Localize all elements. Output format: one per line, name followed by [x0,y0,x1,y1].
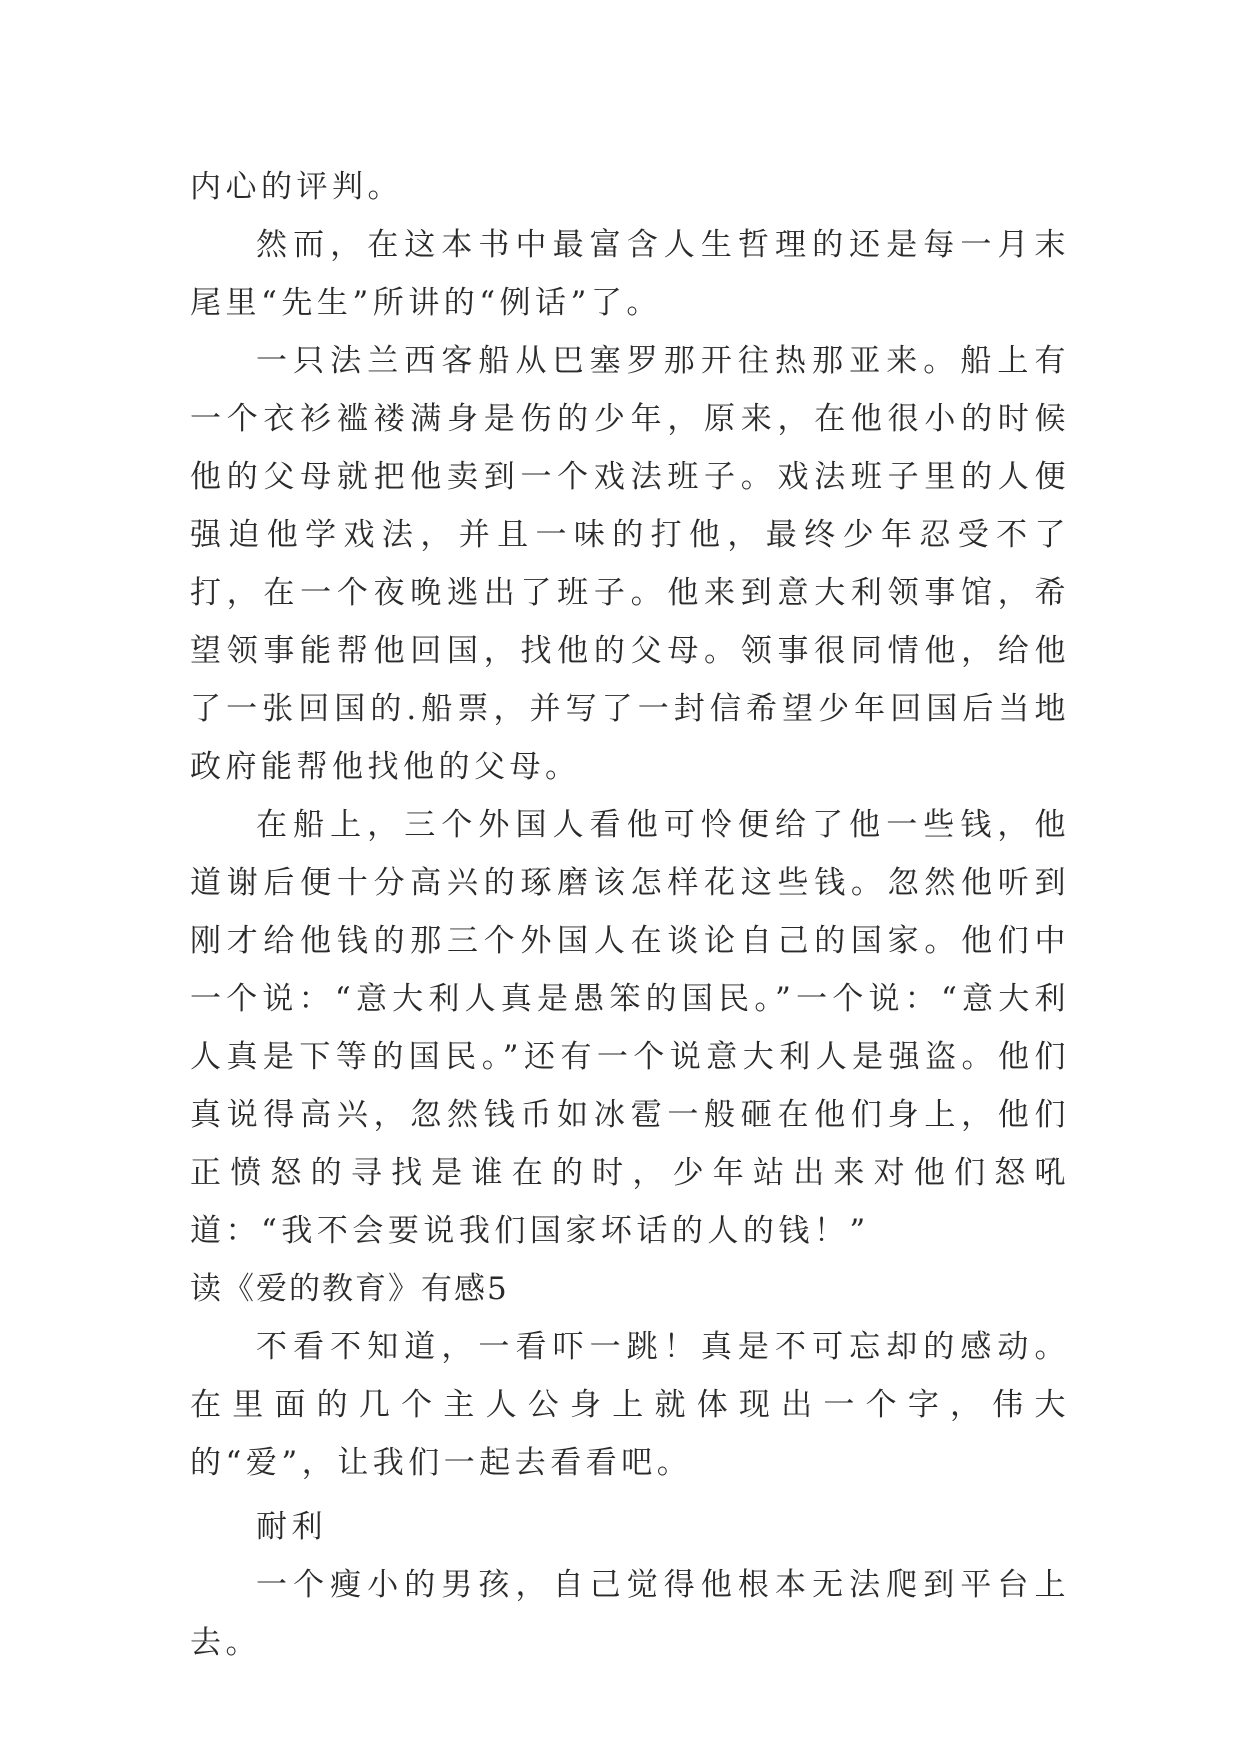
subheading-character-name: 耐利 [256,1509,327,1545]
paragraph-continuation: 内心的评判。 [190,169,403,205]
section-heading: 读《爱的教育》有感5 [190,1271,509,1307]
paragraph-section-intro: 不看不知道，一看吓一跳！真是不可忘却的感动。在里面的几个主人公身上就体现出一个字，伟大的“爱”，让我们一起去看看吧。 [190,1329,1070,1481]
paragraph-ship-story: 在船上，三个外国人看他可怜便给了他一些钱，他道谢后便十分高兴的琢磨该怎样花这些钱。忽然他听到刚才给他钱的那三个外国人在谈论自己的国家。他们中一个说：“意大利人真是愚笨的国民。”一个说：“意大利人真是下等的国民。”还有一个说意大利人是强盗。他们真说得高兴，忽然钱币如冰雹一般砸在他们身上，他们正愤怒的寻找是谁在的时，少年站出来对他们怒吼道：“我不会要说我们国家坏话的人的钱！” [190,807,1070,1249]
paragraph-intro-example-stories: 然而，在这本书中最富含人生哲理的还是每一月末尾里“先生”所讲的“例话”了。 [190,227,1070,321]
document-body [190,158,1070,1672]
paragraph-boy-story: 一只法兰西客船从巴塞罗那开往热那亚来。船上有一个衣衫褴褛满身是伤的少年，原来，在他很小的时候他的父母就把他卖到一个戏法班子。戏法班子里的人便强迫他学戏法，并且一味的打他，最终少年忍受不了打，在一个夜晚逃出了班子。他来到意大利领事馆，希望领事能帮他回国，找他的父母。领事很同情他，给他了一张回国的.船票，并写了一封信希望少年回国后当地政府能帮他找他的父母。 [190,343,1070,785]
paragraph-character-description: 一个瘦小的男孩，自己觉得他根本无法爬到平台上去。 [190,1567,1070,1661]
